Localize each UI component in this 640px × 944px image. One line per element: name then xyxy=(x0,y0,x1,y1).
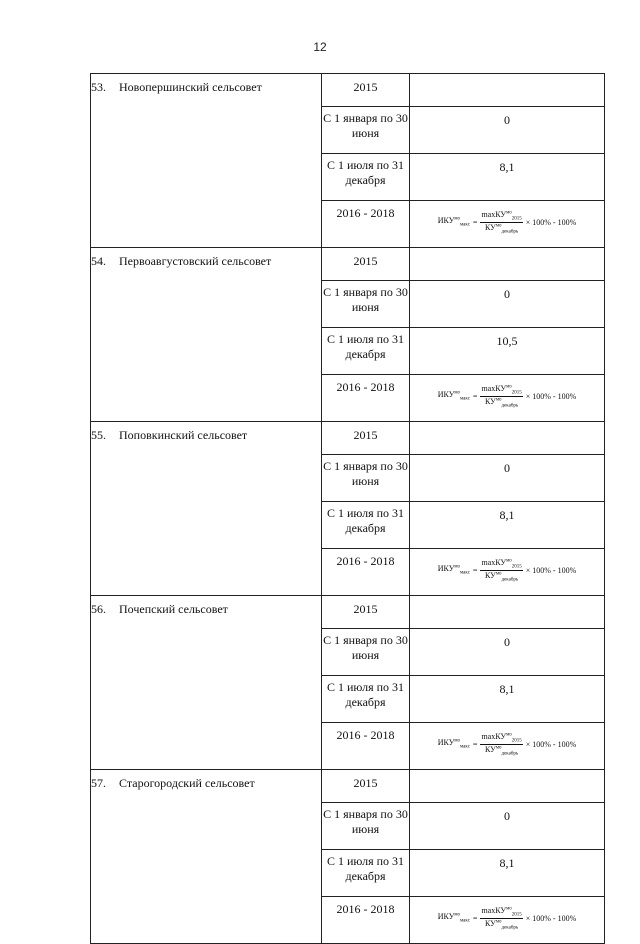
index-formula xyxy=(410,210,604,234)
formula-rhs: × 100% - 100% xyxy=(525,739,577,749)
first-half-label: С 1 января по 30 июня xyxy=(322,455,410,502)
year-value-cell xyxy=(410,770,605,803)
table-body xyxy=(91,74,605,944)
first-half-value: 0 xyxy=(410,803,605,850)
index-formula xyxy=(410,558,604,582)
year-label: 2015 xyxy=(322,248,410,281)
first-half-label: С 1 января по 30 июня xyxy=(322,107,410,154)
formula-equals: = xyxy=(472,913,478,923)
index-formula xyxy=(410,732,604,756)
formula-lhs: $ИКУ^{мо}_{макс}$ xyxy=(437,738,470,750)
table-row xyxy=(91,422,605,455)
formula-denominator: $КУ^{мо}_{декабрь}$ xyxy=(484,570,519,583)
table-row xyxy=(91,248,605,281)
formula-denominator: $КУ^{мо}_{декабрь}$ xyxy=(484,396,519,409)
row-number: 57. xyxy=(91,776,106,790)
period-range-label: 2016 - 2018 xyxy=(322,723,410,770)
settlement-name: Старогородский сельсовет xyxy=(119,776,255,790)
formula-lhs: $ИКУ^{мо}_{макс}$ xyxy=(437,912,470,924)
formula-fraction xyxy=(480,210,522,234)
settlement-cell xyxy=(91,74,322,248)
formula-cell xyxy=(410,375,605,422)
settlement-name: Новопершинский сельсовет xyxy=(119,80,262,94)
second-half-label: С 1 июля по 31 декабря xyxy=(322,328,410,375)
settlement-name: Первоавгустовский сельсовет xyxy=(119,254,272,268)
formula-fraction xyxy=(480,384,522,408)
settlement-name: Поповкинский сельсовет xyxy=(119,428,248,442)
formula-denominator: $КУ^{мо}_{декабрь}$ xyxy=(484,744,519,757)
second-half-value: 8,1 xyxy=(410,154,605,201)
period-range-label: 2016 - 2018 xyxy=(322,897,410,944)
first-half-value: 0 xyxy=(410,281,605,328)
settlement-cell xyxy=(91,596,322,770)
formula-equals: = xyxy=(472,565,478,575)
settlement-cell xyxy=(91,770,322,944)
year-label: 2015 xyxy=(322,770,410,803)
formula-rhs: × 100% - 100% xyxy=(525,913,577,923)
formula-equals: = xyxy=(472,391,478,401)
first-half-label: С 1 января по 30 июня xyxy=(322,803,410,850)
row-number: 56. xyxy=(91,602,106,616)
first-half-label: С 1 января по 30 июня xyxy=(322,629,410,676)
second-half-label: С 1 июля по 31 декабря xyxy=(322,850,410,897)
formula-numerator: maxКУ$^{мо}_{2015}$ xyxy=(481,906,522,918)
second-half-label: С 1 июля по 31 декабря xyxy=(322,502,410,549)
second-half-value: 10,5 xyxy=(410,328,605,375)
second-half-value: 8,1 xyxy=(410,502,605,549)
settlement-cell xyxy=(91,422,322,596)
page-number: 12 xyxy=(313,40,327,54)
formula-equals: = xyxy=(472,739,478,749)
year-label: 2015 xyxy=(322,74,410,107)
formula-numerator: maxКУ$^{мо}_{2015}$ xyxy=(481,210,522,222)
year-value-cell xyxy=(410,422,605,455)
formula-fraction xyxy=(480,906,522,930)
tariff-index-table xyxy=(90,73,605,944)
year-value-cell xyxy=(410,74,605,107)
formula-fraction xyxy=(480,558,522,582)
second-half-value: 8,1 xyxy=(410,676,605,723)
formula-rhs: × 100% - 100% xyxy=(525,217,577,227)
formula-cell xyxy=(410,897,605,944)
row-number: 53. xyxy=(91,80,106,94)
formula-cell xyxy=(410,549,605,596)
year-value-cell xyxy=(410,596,605,629)
formula-rhs: × 100% - 100% xyxy=(525,565,577,575)
index-formula xyxy=(410,384,604,408)
formula-numerator: maxКУ$^{мо}_{2015}$ xyxy=(481,732,522,744)
row-number: 54. xyxy=(91,254,106,268)
second-half-value: 8,1 xyxy=(410,850,605,897)
formula-denominator: $КУ^{мо}_{декабрь}$ xyxy=(484,918,519,931)
year-label: 2015 xyxy=(322,596,410,629)
table-row xyxy=(91,596,605,629)
formula-equals: = xyxy=(472,217,478,227)
formula-lhs: $ИКУ^{мо}_{макс}$ xyxy=(437,216,470,228)
formula-numerator: maxКУ$^{мо}_{2015}$ xyxy=(481,384,522,396)
second-half-label: С 1 июля по 31 декабря xyxy=(322,154,410,201)
formula-cell xyxy=(410,201,605,248)
period-range-label: 2016 - 2018 xyxy=(322,375,410,422)
formula-rhs: × 100% - 100% xyxy=(525,391,577,401)
first-half-label: С 1 января по 30 июня xyxy=(322,281,410,328)
index-formula xyxy=(410,906,604,930)
first-half-value: 0 xyxy=(410,629,605,676)
formula-lhs: $ИКУ^{мо}_{макс}$ xyxy=(437,390,470,402)
settlement-cell xyxy=(91,248,322,422)
formula-numerator: maxКУ$^{мо}_{2015}$ xyxy=(481,558,522,570)
formula-cell xyxy=(410,723,605,770)
period-range-label: 2016 - 2018 xyxy=(322,201,410,248)
table-row xyxy=(91,770,605,803)
settlement-name: Почепский сельсовет xyxy=(119,602,228,616)
year-label: 2015 xyxy=(322,422,410,455)
table-row xyxy=(91,74,605,107)
formula-lhs: $ИКУ^{мо}_{макс}$ xyxy=(437,564,470,576)
formula-denominator: $КУ^{мо}_{декабрь}$ xyxy=(484,222,519,235)
row-number: 55. xyxy=(91,428,106,442)
second-half-label: С 1 июля по 31 декабря xyxy=(322,676,410,723)
first-half-value: 0 xyxy=(410,107,605,154)
first-half-value: 0 xyxy=(410,455,605,502)
formula-fraction xyxy=(480,732,522,756)
year-value-cell xyxy=(410,248,605,281)
period-range-label: 2016 - 2018 xyxy=(322,549,410,596)
